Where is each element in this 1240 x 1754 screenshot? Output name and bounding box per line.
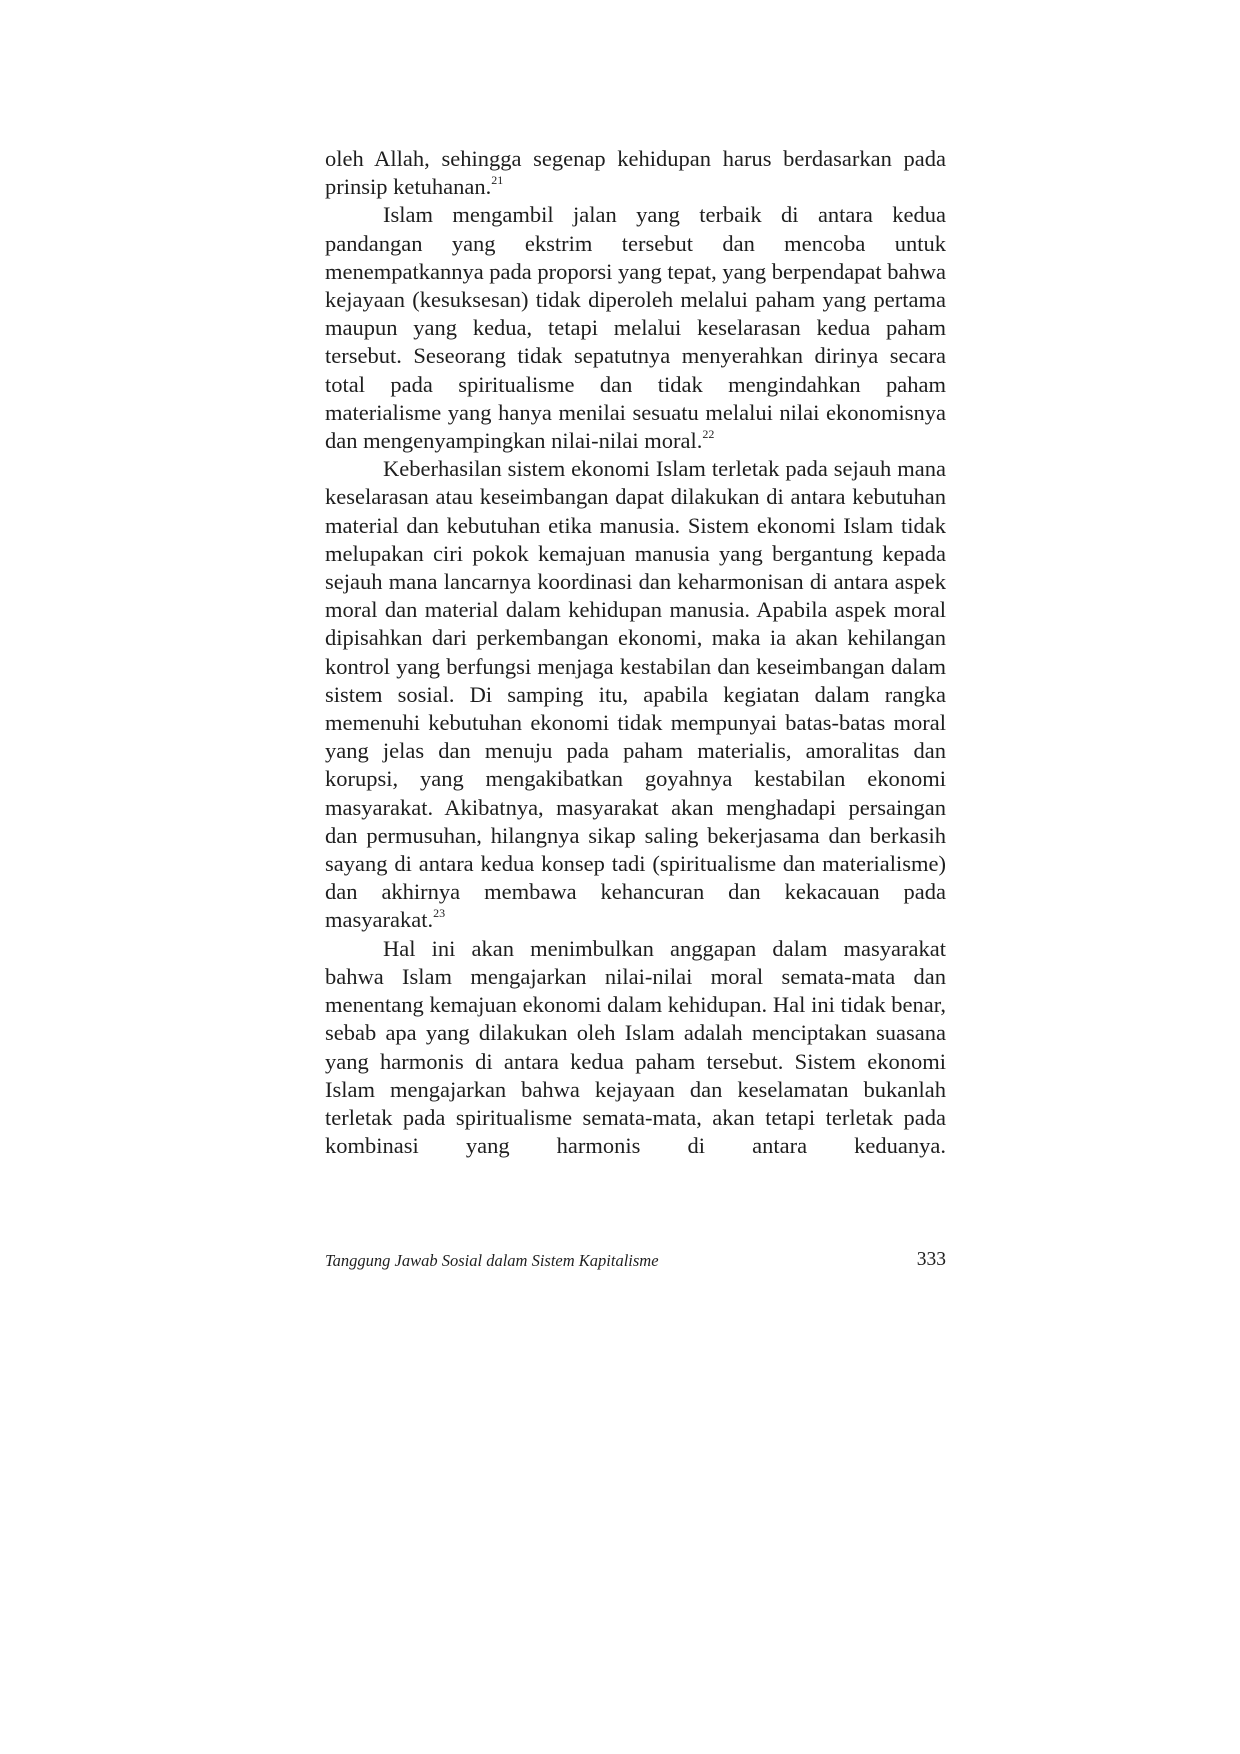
paragraph-3 (325, 455, 946, 934)
paragraph-text: Keberhasilan sistem ekonomi Islam terletak pada sejauh mana keselarasan atau keseimbangan dapat dilakukan di antara kebutuhan material dan kebutuhan etika manusia. Sistem ekonomi Islam tidak melupakan ciri pokok kemajuan manusia yang bergantung kepada sejauh mana lancarnya koordinasi dan keharmonisan di antara aspek moral dan material dalam kehidupan manusia. Apabila aspek moral dipisahkan dari perkembangan ekonomi, maka ia akan kehilangan kontrol yang berfungsi menjaga kestabilan dan keseimbangan dalam sistem sosial. Di samping itu, apabila kegiatan dalam rangka memenuhi kebutuhan ekonomi tidak mempunyai batas-batas moral yang jelas dan menuju pada paham materialis, amoralitas dan korupsi, yang mengakibatkan goyahnya kestabilan ekonomi masyarakat. Akibatnya, masyarakat akan menghadapi persaingan dan permusuhan, hilangnya sikap saling bekerjasama dan berkasih sayang di antara kedua konsep tadi (spiritualisme dan materialisme) dan akhirnya membawa kehancuran dan kekacauan pada masyarakat. (325, 456, 946, 933)
paragraph-text: Hal ini akan menimbulkan anggapan dalam masyarakat bahwa Islam mengajarkan nilai-nilai moral semata-mata dan menentang kemajuan ekonomi dalam kehidupan. Hal ini tidak benar, sebab apa yang dilakukan oleh Islam adalah menciptakan suasana yang harmonis di antara kedua paham tersebut. Sistem ekonomi Islam mengajarkan bahwa kejayaan dan keselamatan bukanlah terletak pada spiritualisme semata-mata, akan tetapi terletak pada kombinasi yang harmonis di antara keduanya. (325, 935, 946, 1159)
footnote-ref: 21 (491, 173, 504, 188)
body-text (325, 145, 946, 1160)
footnote-ref: 23 (433, 906, 446, 921)
page-footer (325, 1250, 946, 1274)
paragraph-text: Islam mengambil jalan yang terbaik di antara kedua pandangan yang ekstrim tersebut dan mencoba untuk menempatkannya pada proporsi yang tepat, yang berpendapat bahwa kejayaan (kesuksesan) tidak diperoleh melalui paham yang pertama maupun yang kedua, tetapi melalui keselarasan kedua paham tersebut. Seseorang tidak sepatutnya menyerahkan dirinya secara total pada spiritualisme dan tidak mengindahkan paham materialisme yang hanya menilai sesuatu melalui nilai ekonomisnya dan mengenyampingkan nilai-nilai moral. (325, 202, 947, 454)
paragraph-1 (325, 145, 946, 201)
running-title: Tanggung Jawab Sosial dalam Sistem Kapitalisme (325, 1251, 659, 1270)
paragraph-4 (325, 935, 946, 1161)
page-number: 333 (916, 1249, 946, 1270)
paragraph-2 (325, 201, 946, 455)
paragraph-text: oleh Allah, sehingga segenap kehidupan harus berdasarkan pada prinsip ketuhanan. (325, 146, 946, 200)
footnote-ref: 22 (702, 427, 715, 442)
